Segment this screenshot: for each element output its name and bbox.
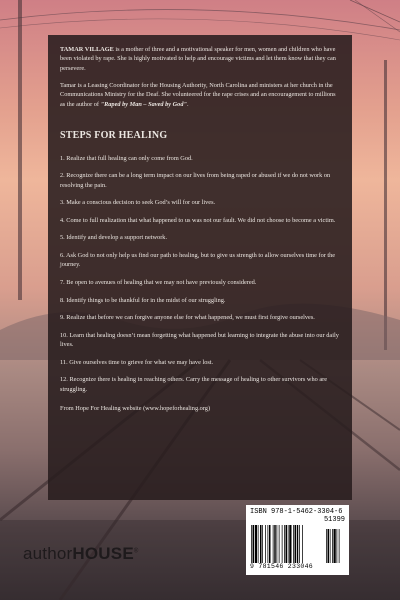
- author-bio-paragraph-2: Tamar is a Leasing Coordinator for the Housing Authority, North Carolina and ministers at her church in the Communications Ministry for the Deaf. She volunteered for the rape crises and an encouragement to millions as the author of "Raped by Man – Saved by God".: [60, 81, 336, 108]
- barcode-bar: [326, 529, 327, 563]
- step-item: 4. Come to full realization that what happened to us was not our fault. We did not choose to become a victim.: [60, 216, 336, 224]
- step-item: 9. Realize that before we can forgive anyone else for what happened, we must first forgive ourselves.: [60, 314, 315, 322]
- step-item: 11. Give ourselves time to grieve for what we may have lost.: [60, 358, 214, 366]
- barcode-bar: [288, 525, 289, 563]
- source-citation: From Hope For Healing website (www.hopeforhealing.org): [60, 404, 211, 412]
- step-item: 10. Learn that healing doesn’t mean forgetting what happened but learning to integrate the abuse into our daily lives.: [60, 331, 339, 349]
- barcode-bar: [339, 529, 340, 563]
- barcode-bar: [282, 525, 283, 563]
- step-item: 2. Recognize there can be a long term impact on our lives from being raped or abused if we do not work on resolving the pain.: [60, 172, 331, 189]
- barcode-bar: [268, 525, 269, 563]
- barcode-bar: [277, 525, 278, 563]
- back-cover-text-panel: [48, 35, 352, 500]
- barcode-bar: [262, 525, 263, 563]
- isbn-number: ISBN 978-1-5462-3304-6: [250, 508, 343, 516]
- book-title: "Raped by Man – Saved by God": [100, 100, 187, 108]
- step-item: 12. Recognize there is healing in reaching others. Carry the message of healing to other survivors who are struggling.: [60, 376, 328, 393]
- step-item: 5. Identify and develop a support network.: [60, 234, 168, 242]
- barcode-bar: [289, 525, 291, 563]
- barcode-bar: [330, 529, 331, 563]
- barcode-bar: [269, 525, 271, 563]
- author-bio-paragraph-1: TAMAR VILLAGE is a mother of three and a motivational speaker for men, women and children who have been violated by rape. She is highly motivated to help and encourage victims and let them know that they can persevere.: [60, 46, 336, 72]
- barcode-bar: [295, 525, 297, 563]
- barcode-bar: [299, 525, 300, 563]
- step-item: 6. Ask God to not only help us find our path to healing, but to give us strength to allow ourselves time for the journey.: [60, 252, 336, 269]
- barcode-bar: [274, 525, 276, 563]
- steps-heading: STEPS FOR HEALING: [60, 129, 168, 141]
- barcode-bar: [337, 529, 338, 563]
- barcode-bar: [293, 525, 294, 563]
- step-item: 1. Realize that full healing can only come from God.: [60, 154, 193, 162]
- barcode-bar: [284, 525, 285, 563]
- barcode-bars: [250, 525, 345, 563]
- barcode-bar: [334, 529, 336, 563]
- barcode-bar: [273, 525, 274, 563]
- isbn-barcode: [246, 505, 349, 575]
- barcode-bar: [297, 525, 299, 563]
- author-name: TAMAR VILLAGE: [60, 46, 114, 53]
- barcode-bar: [302, 525, 303, 563]
- publisher-logo: authorHOUSE®: [23, 544, 139, 563]
- barcode-bar: [258, 525, 259, 563]
- barcode-bar: [332, 529, 333, 563]
- barcode-bar: [251, 525, 252, 563]
- barcode-bar: [253, 525, 255, 563]
- price-code: 51399: [323, 516, 345, 524]
- step-item: 7. Be open to avenues of healing that we may not have previously considered.: [60, 278, 257, 286]
- step-item: 3. Make a conscious decision to seek God’s will for our lives.: [60, 199, 216, 207]
- barcode-bar: [279, 525, 280, 563]
- barcode-bar: [286, 525, 288, 563]
- barcode-bar: [328, 529, 330, 563]
- barcode-bar: [255, 525, 257, 563]
- barcode-bar: [260, 525, 262, 563]
- barcode-digits: 9 781546 233046: [250, 563, 314, 570]
- barcode-bar: [265, 525, 266, 563]
- step-item: 8. Identify things to be thankful for in the midst of our struggling.: [60, 296, 226, 304]
